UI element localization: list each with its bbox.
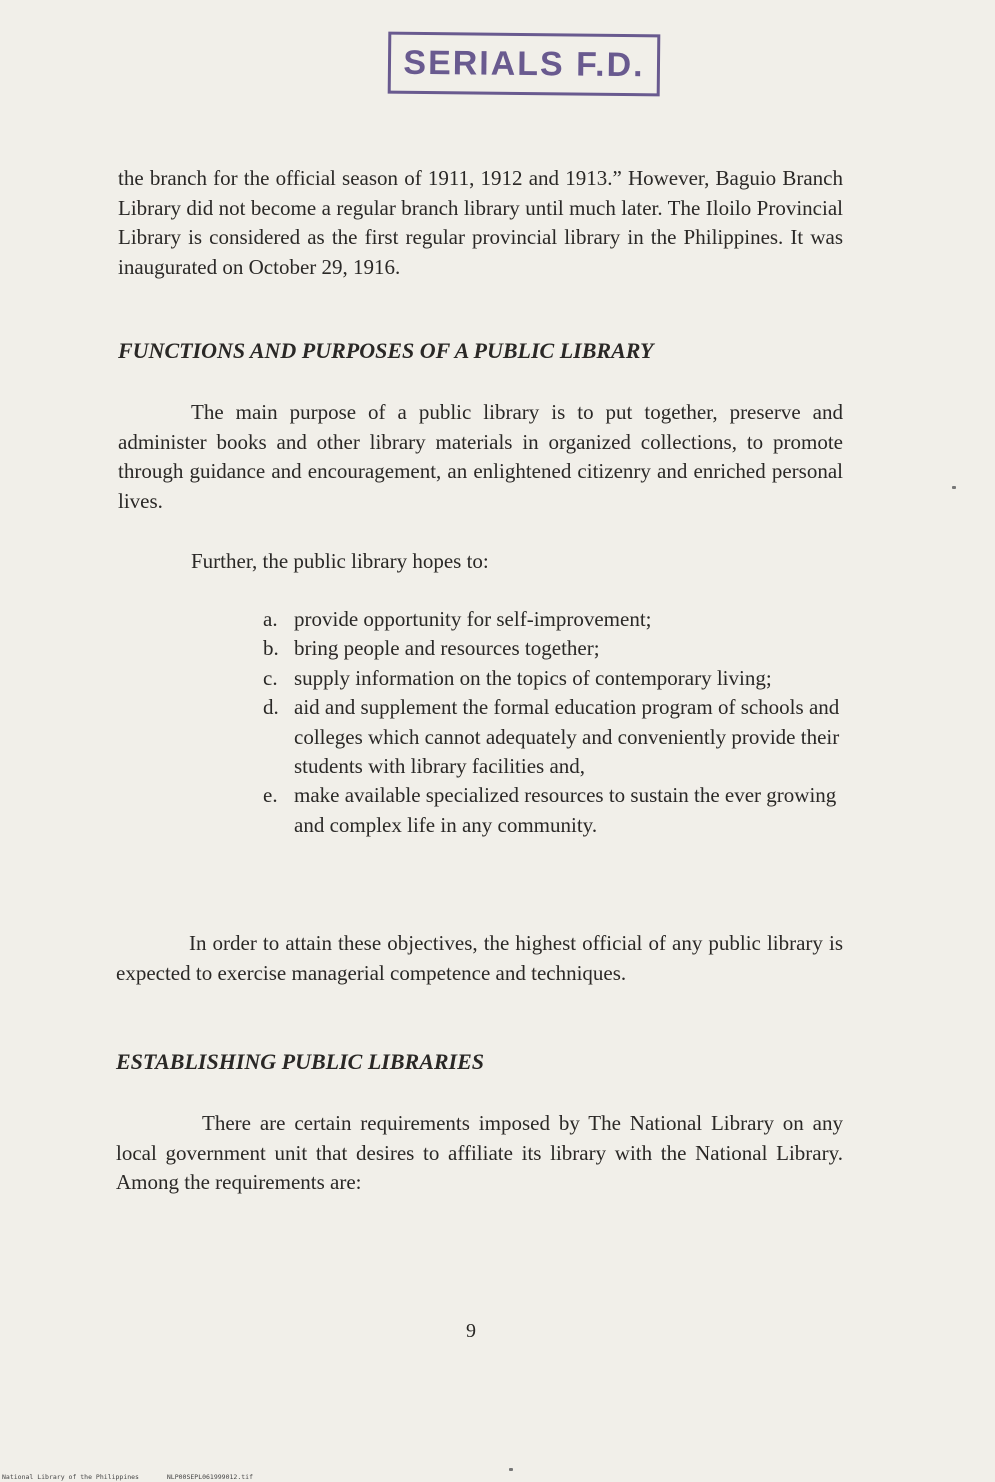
list-item-text: supply information on the topics of contemporary living; — [294, 665, 772, 690]
stamp-text: SERIALS F.D. — [403, 43, 645, 84]
list-item — [263, 781, 848, 840]
list-item — [263, 634, 848, 663]
requirements-paragraph: There are certain requirements imposed by The National Library on any local government unit that desires to affiliate its library with the National Library. Among the requirements are: — [116, 1111, 843, 1195]
functions-paragraph: The main purpose of a public library is to put together, preserve and administer books and other library materials in organized collections, to promote through guidance and encouragement, an enlightened citizenry and enriched personal lives. — [118, 400, 843, 513]
list-item — [263, 605, 848, 634]
page-number: 9 — [466, 1320, 476, 1342]
list-item-text: make available specialized resources to sustain the ever growing and complex life in any community. — [294, 783, 837, 837]
list-marker: d. — [263, 695, 279, 720]
list-marker: a. — [263, 607, 278, 631]
list-marker: b. — [263, 636, 279, 661]
purposes-list — [263, 605, 848, 840]
objectives-paragraph: In order to attain these objectives, the highest official of any public library is expected to exercise managerial competence and techniques. — [116, 931, 843, 985]
section-heading-establishing: ESTABLISHING PUBLIC LIBRARIES — [116, 1049, 485, 1074]
list-item-text: aid and supplement the formal education program of schools and colleges which cannot adequately and conveniently provide their students with library facilities and, — [294, 695, 840, 779]
list-item — [263, 693, 848, 781]
scan-speck — [952, 486, 956, 489]
list-item-text: provide opportunity for self-improvement; — [294, 607, 652, 631]
scan-footer — [2, 1473, 277, 1481]
serials-stamp — [388, 32, 661, 97]
footer-file: NLP00SEPL061999012.tif — [166, 1473, 253, 1481]
section-heading-functions: FUNCTIONS AND PURPOSES OF A PUBLIC LIBRARY — [118, 338, 654, 363]
list-item-text: bring people and resources together; — [294, 636, 600, 661]
list-marker: c. — [263, 665, 278, 690]
list-marker: e. — [263, 783, 278, 808]
scan-speck — [509, 1468, 513, 1471]
footer-source: National Library of the Philippines — [2, 1473, 139, 1481]
list-item — [263, 664, 848, 693]
hopes-paragraph: Further, the public library hopes to: — [191, 549, 489, 573]
intro-paragraph: the branch for the official season of 1911, 1912 and 1913.” However, Baguio Branch Library did not become a regular branch library until much later. The Iloilo Provincial Library is considered as the first regular provincial library in the Philippines. It was inaugurated on October 29, 1916. — [118, 166, 843, 279]
